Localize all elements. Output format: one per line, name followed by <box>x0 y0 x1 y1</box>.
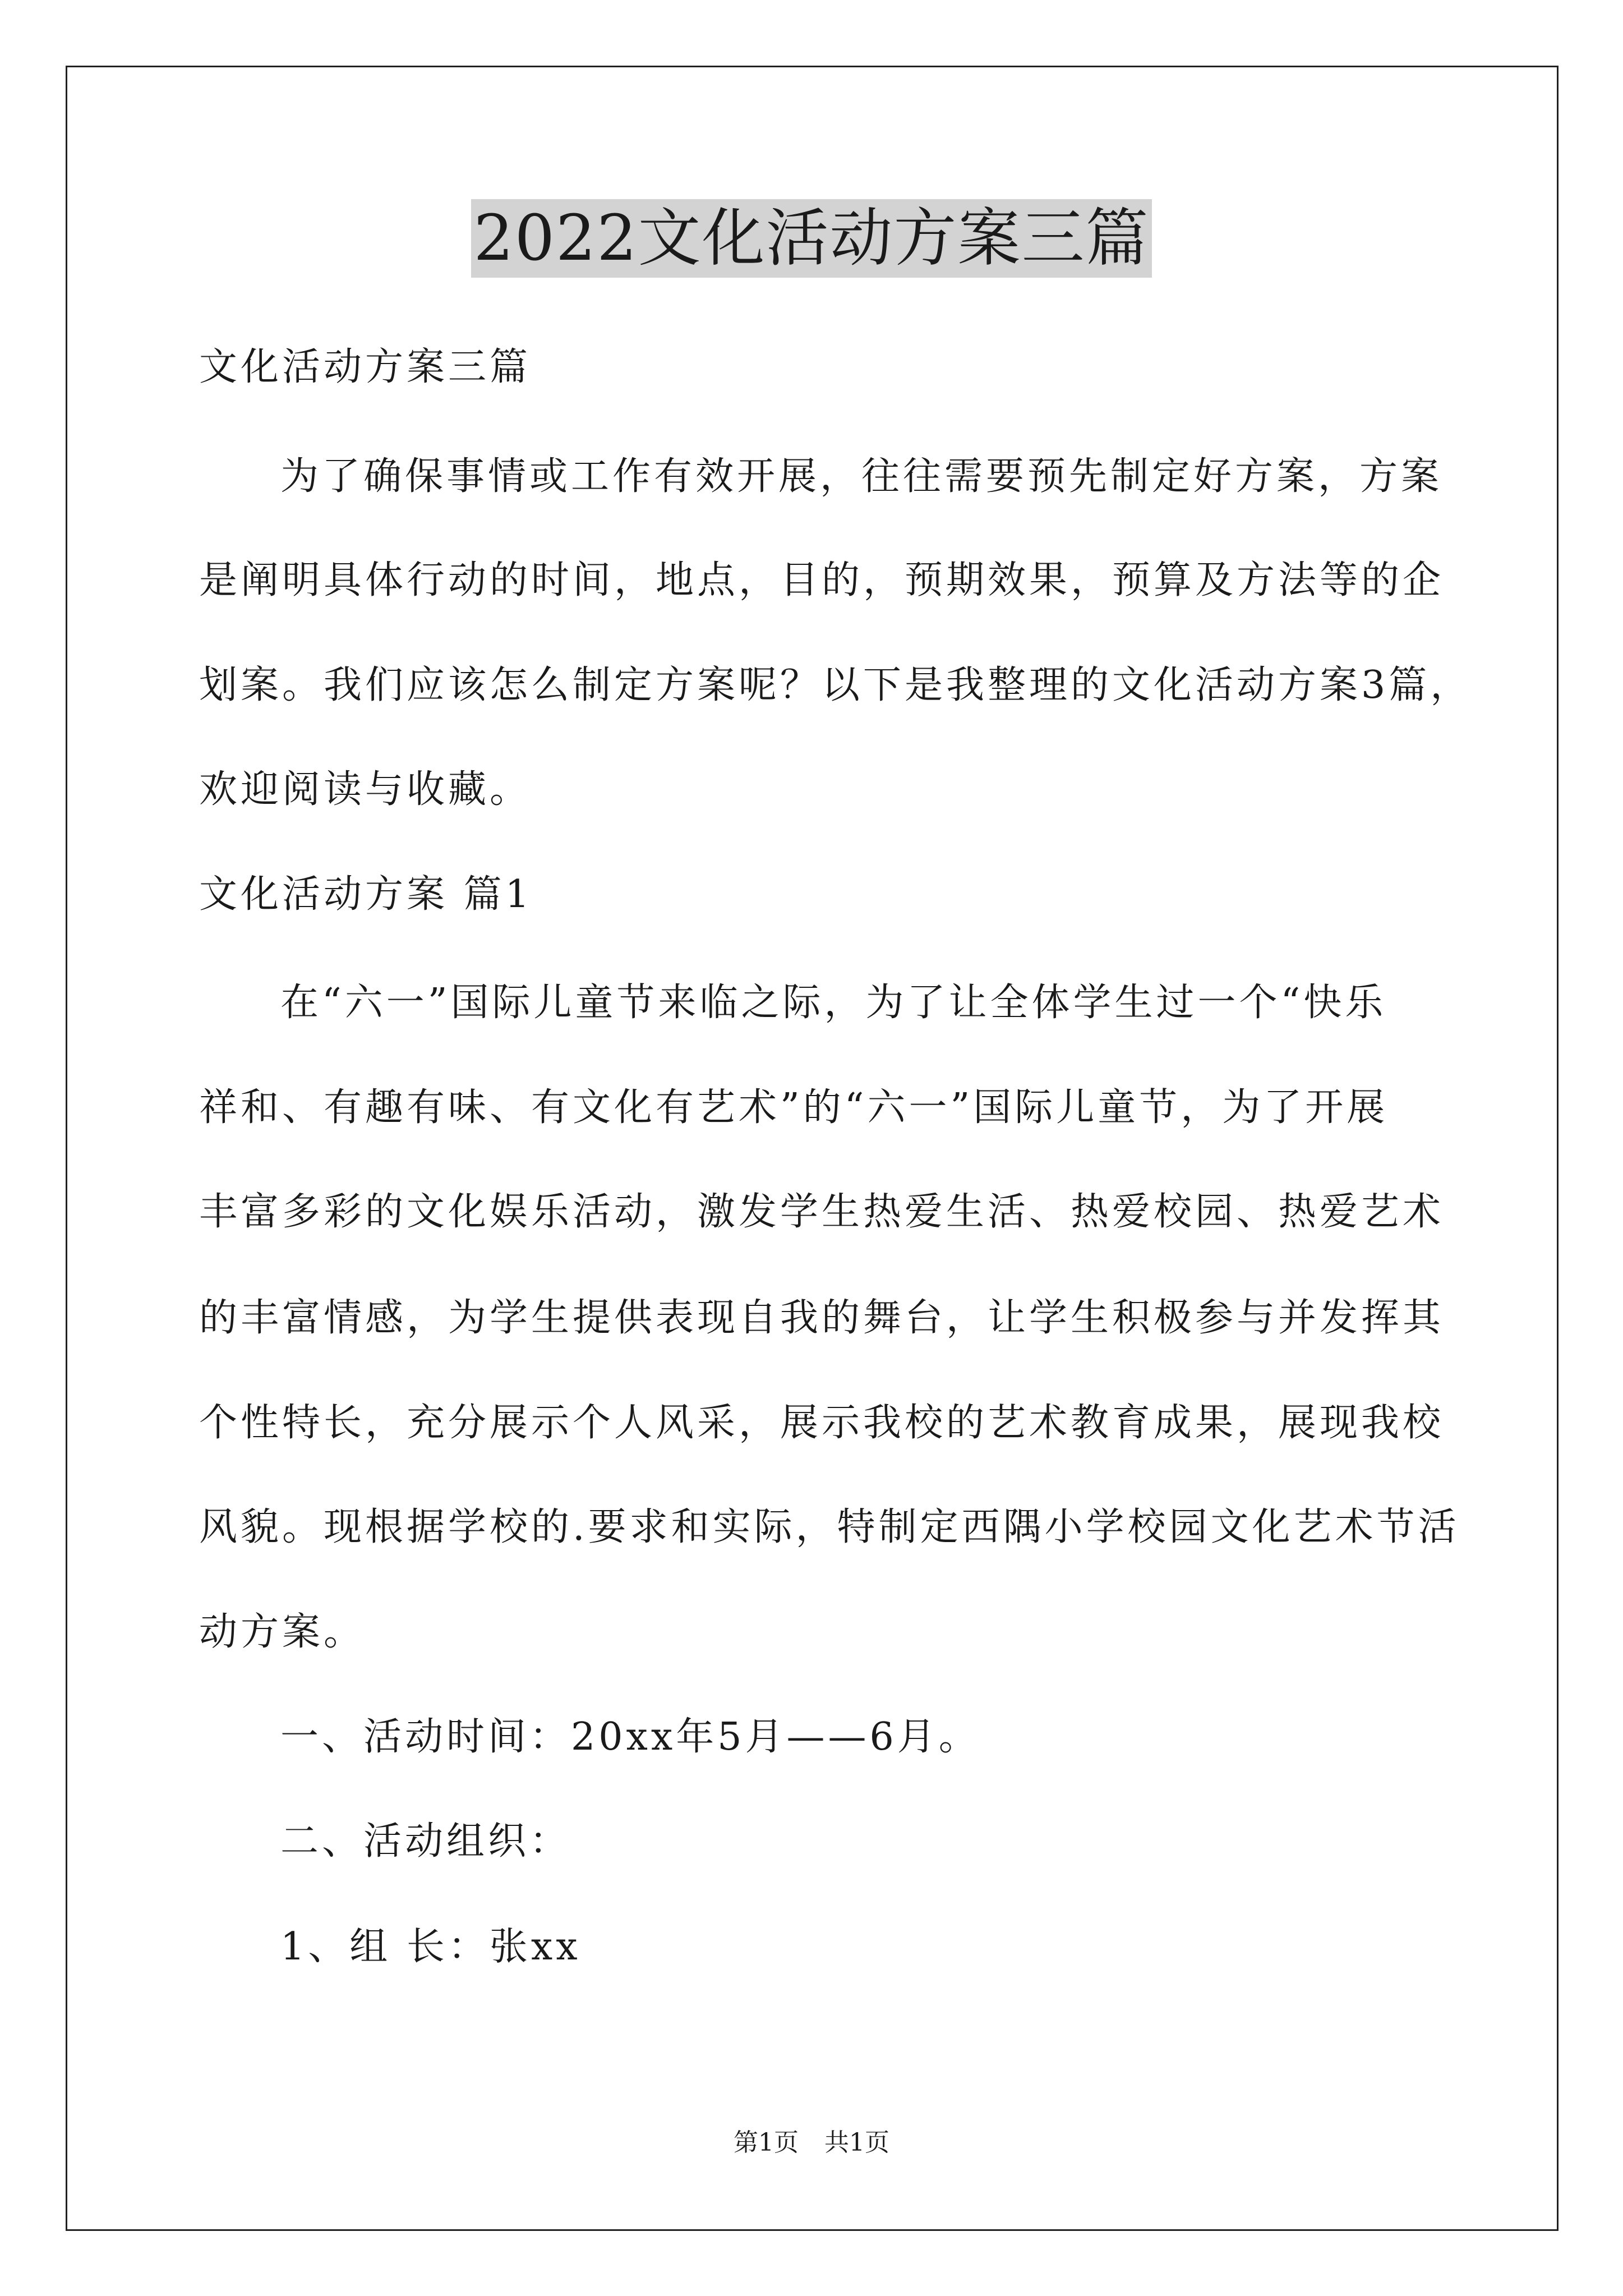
paragraph-line: 欢迎阅读与收藏。 <box>199 767 532 812</box>
paragraph-line: 为了确保事情或工作有效开展，往往需要预先制定好方案，方案 <box>280 454 1443 499</box>
paragraph-line: 在“六一”国际儿童节来临之际，为了让全体学生过一个“快乐 <box>280 981 1387 1025</box>
paragraph-line: 划案。我们应该怎么制定方案呢？以下是我整理的文化活动方案3篇， <box>199 663 1472 707</box>
list-item: 1、组 长：张xx <box>280 1925 581 1969</box>
paragraph-line: 的丰富情感，为学生提供表现自我的舞台，让学生积极参与并发挥其 <box>199 1296 1445 1340</box>
section-heading: 文化活动方案三篇 <box>199 345 532 389</box>
paragraph-line: 个性特长，充分展示个人风采，展示我校的艺术教育成果，展现我校 <box>199 1401 1445 1445</box>
page-footer <box>0 2126 1623 2160</box>
paragraph-line: 是阐明具体行动的时间，地点，目的，预期效果，预算及方法等的企 <box>199 558 1445 602</box>
document-title: 2022文化活动方案三篇 <box>471 199 1151 278</box>
paragraph-line: 动方案。 <box>199 1610 366 1654</box>
page-number: 第1页 <box>734 2128 799 2157</box>
list-item: 一、活动时间：20xx年5月——6月。 <box>280 1715 980 1759</box>
paragraph-line: 丰富多彩的文化娱乐活动，激发学生热爱生活、热爱校园、热爱艺术 <box>199 1190 1445 1234</box>
paragraph-line: 祥和、有趣有味、有文化有艺术”的“六一”国际儿童节，为了开展 <box>199 1085 1389 1130</box>
page-total: 共1页 <box>824 2128 889 2157</box>
paragraph-line: 风貌。现根据学校的.要求和实际，特制定西隅小学校园文化艺术节活 <box>199 1505 1460 1549</box>
list-item: 二、活动组织： <box>280 1819 571 1864</box>
title-container <box>0 199 1623 278</box>
section-heading: 文化活动方案 篇1 <box>199 872 533 917</box>
